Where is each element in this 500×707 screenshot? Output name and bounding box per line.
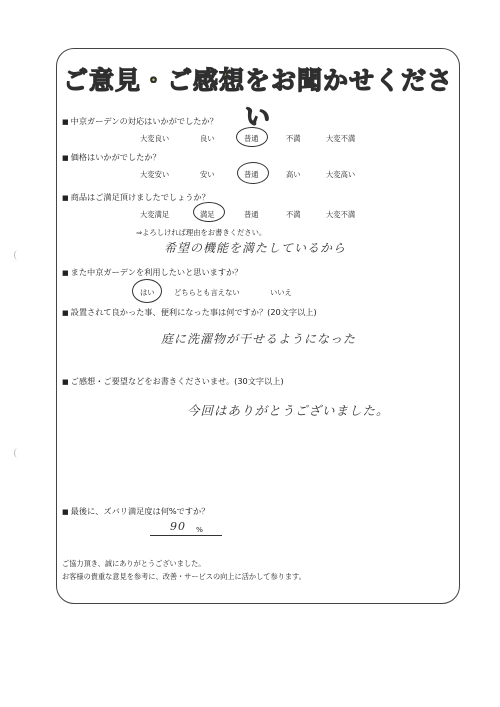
q2-selected-circle — [237, 162, 269, 184]
q4-option-2: どちらとも言えない — [174, 288, 240, 297]
punch-hole-top — [14, 250, 21, 260]
q1-option-3: 普通 — [244, 134, 259, 143]
q1-label: ■ 中京ガーデンの対応はいかがでしたか？ — [62, 116, 218, 127]
q3-option-3: 普通 — [244, 210, 259, 219]
q7-answer: 90 — [170, 520, 186, 533]
punch-hole-bottom — [14, 448, 21, 458]
q3-label: ■ 商品はご満足頂けましたでしょうか？ — [62, 192, 210, 203]
q2-option-3: 普通 — [244, 170, 259, 179]
q5-label: ■ 設置されて良かった事、便利になった事は何ですか？(20文字以上) — [62, 307, 317, 318]
q7-answer-line — [150, 535, 222, 536]
q4-option-1: はい — [140, 288, 155, 297]
q7-unit: % — [196, 525, 203, 534]
q6-label: ■ ご感想・ご要望などをお書きくださいませ。(30文字以上) — [62, 376, 284, 387]
q1-option-1: 大変良い — [140, 134, 170, 143]
q2-option-1: 大変安い — [140, 170, 170, 179]
q3-option-5: 大変不満 — [326, 210, 356, 219]
footer-line-2: お客様の貴重な意見を参考に、改善・サービスの向上に活かして参ります。 — [62, 572, 306, 581]
footer-line-1: ご協力頂き、誠にありがとうございました。 — [62, 559, 206, 568]
q4-selected-circle — [132, 279, 162, 303]
q6-answer: 今回はありがとうございました。 — [187, 403, 390, 418]
q4-label: ■ また中京ガーデンを利用したいと思いますか？ — [62, 267, 242, 278]
q7-label: ■ 最後に、ズバリ満足度は何%ですか？ — [62, 506, 209, 517]
q2-option-5: 大変高い — [326, 170, 356, 179]
q3-option-2: 満足 — [200, 210, 215, 219]
q2-option-4: 高い — [286, 170, 301, 179]
q2-label: ■ 価格はいかがでしたか？ — [62, 152, 161, 163]
survey-title: ご意見・ご感想をお聞かせください — [62, 66, 453, 131]
q1-selected-circle — [236, 127, 268, 147]
q1-option-2: 良い — [200, 134, 215, 143]
q1-option-5: 大変不満 — [326, 134, 356, 143]
q3-option-4: 不満 — [286, 210, 301, 219]
q3-reason-answer: 希望の機能を満たしているから — [164, 241, 347, 255]
q3-option-1: 大変満足 — [140, 210, 170, 219]
q3-selected-circle — [193, 202, 225, 222]
q4-option-3: いいえ — [270, 288, 292, 297]
q3-reason-prompt: ⇒よろしければ理由をお書きください。 — [136, 228, 267, 237]
q2-option-2: 安い — [200, 170, 215, 179]
q1-option-4: 不満 — [286, 134, 301, 143]
q5-answer: 庭に洗濯物が干せるようになった — [161, 332, 357, 346]
